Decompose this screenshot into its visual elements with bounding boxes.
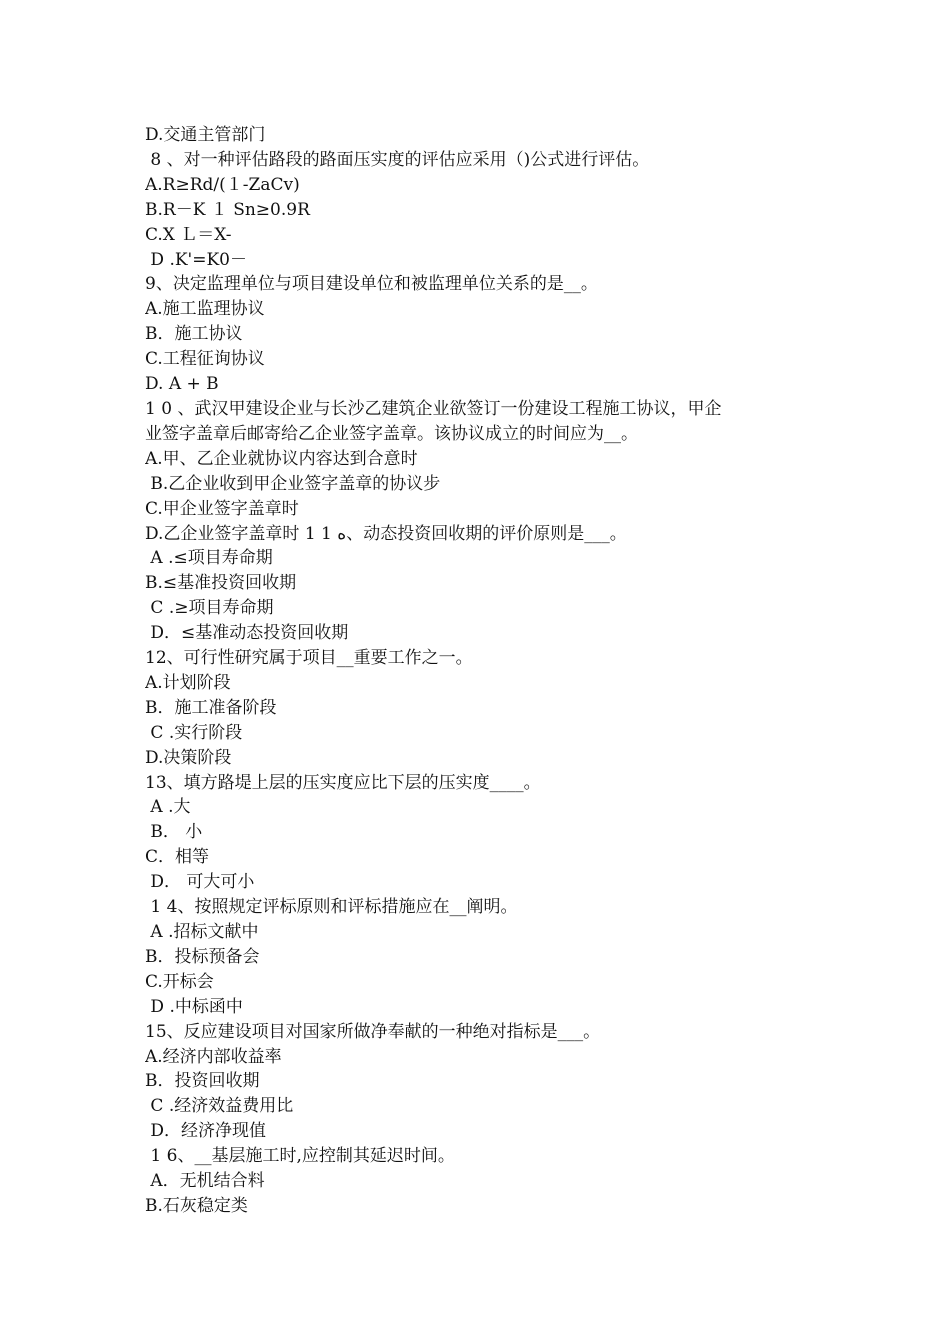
option-b: B.乙企业收到甲企业签字盖章的协议步 [145, 473, 441, 494]
document-body [145, 123, 815, 1219]
text-line: D.交通主管部门 [145, 125, 266, 145]
option-a: A.R≥Rd/(１-ZaCv) [145, 174, 300, 195]
option-b: B．施工准备阶段 [145, 697, 277, 718]
option-a: A .招标文献中 [145, 922, 259, 942]
question-15: 15、反应建设项目对国家所做净奉献的一种绝对指标是___。 [145, 1021, 601, 1042]
option-a: A.计划阶段 [145, 672, 231, 693]
question-14: 1 4、按照规定评标原则和评标措施应在__阐明。 [145, 897, 518, 918]
question-9: 9、决定监理单位与项目建设单位和被监理单位关系的是__。 [145, 274, 598, 295]
option-b: B.≤基准投资回收期 [145, 573, 297, 594]
question-10: 1 0 、武汉甲建设企业与长沙乙建筑企业欲签订一份建设工程施工协议，甲企 [145, 398, 722, 419]
option-b: B.石灰稳定类 [145, 1195, 248, 1216]
option-c: C.开标会 [145, 971, 214, 992]
option-b: B．投资回收期 [145, 1071, 260, 1092]
option-c: C.X Ｌ＝X- [145, 224, 232, 245]
question-12: 12、可行性研究属于项目__重要工作之一。 [145, 648, 473, 669]
option-d: D .K'=K0－ [145, 249, 247, 270]
option-d: D．经济净现值 [145, 1121, 267, 1142]
option-c: C．相等 [145, 847, 210, 868]
option-a: A .≤项目寿命期 [145, 548, 273, 569]
option-b: B．施工协议 [145, 324, 243, 345]
option-b: B．投标预备会 [145, 946, 260, 967]
question-10-continued: 业签字盖章后邮寄给乙企业签字盖章。该协议成立的时间应为__。 [145, 423, 638, 444]
option-b: B． 小 [145, 822, 203, 843]
option-d-question-11: D.乙企业签字盖章时 1 1 ﻩ、动态投资回收期的评价原则是___。 [145, 523, 627, 544]
option-a: A．无机结合料 [145, 1171, 265, 1192]
option-a: A .大 [145, 797, 191, 818]
option-d: D.决策阶段 [145, 747, 232, 768]
question-13: 13、填方路堤上层的压实度应比下层的压实度____。 [145, 772, 541, 793]
option-c: C .实行阶段 [145, 722, 243, 743]
option-c: C.工程征询协议 [145, 349, 265, 370]
option-c: C.甲企业签字盖章时 [145, 498, 299, 519]
option-d: D． 可大可小 [145, 872, 255, 893]
question-8: 8 、对一种评估路段的路面压实度的评估应采用（)公式进行评估。 [145, 149, 650, 170]
question-16: 1 6、__基层施工时,应控制其延迟时间。 [145, 1146, 455, 1167]
option-a: A.施工监理协议 [145, 299, 265, 320]
option-a: A.甲、乙企业就协议内容达到合意时 [145, 448, 418, 469]
option-c: C .≥项目寿命期 [145, 598, 274, 619]
option-a: A.经济内部收益率 [145, 1046, 282, 1067]
option-d: D．≤基准动态投资回收期 [145, 623, 349, 644]
option-c: C .经济效益费用比 [145, 1096, 294, 1117]
option-d: D. A + B [145, 374, 219, 395]
option-d: D .中标函中 [145, 996, 243, 1017]
option-b: B.R－K １ Sn≥0.9R [145, 199, 310, 220]
